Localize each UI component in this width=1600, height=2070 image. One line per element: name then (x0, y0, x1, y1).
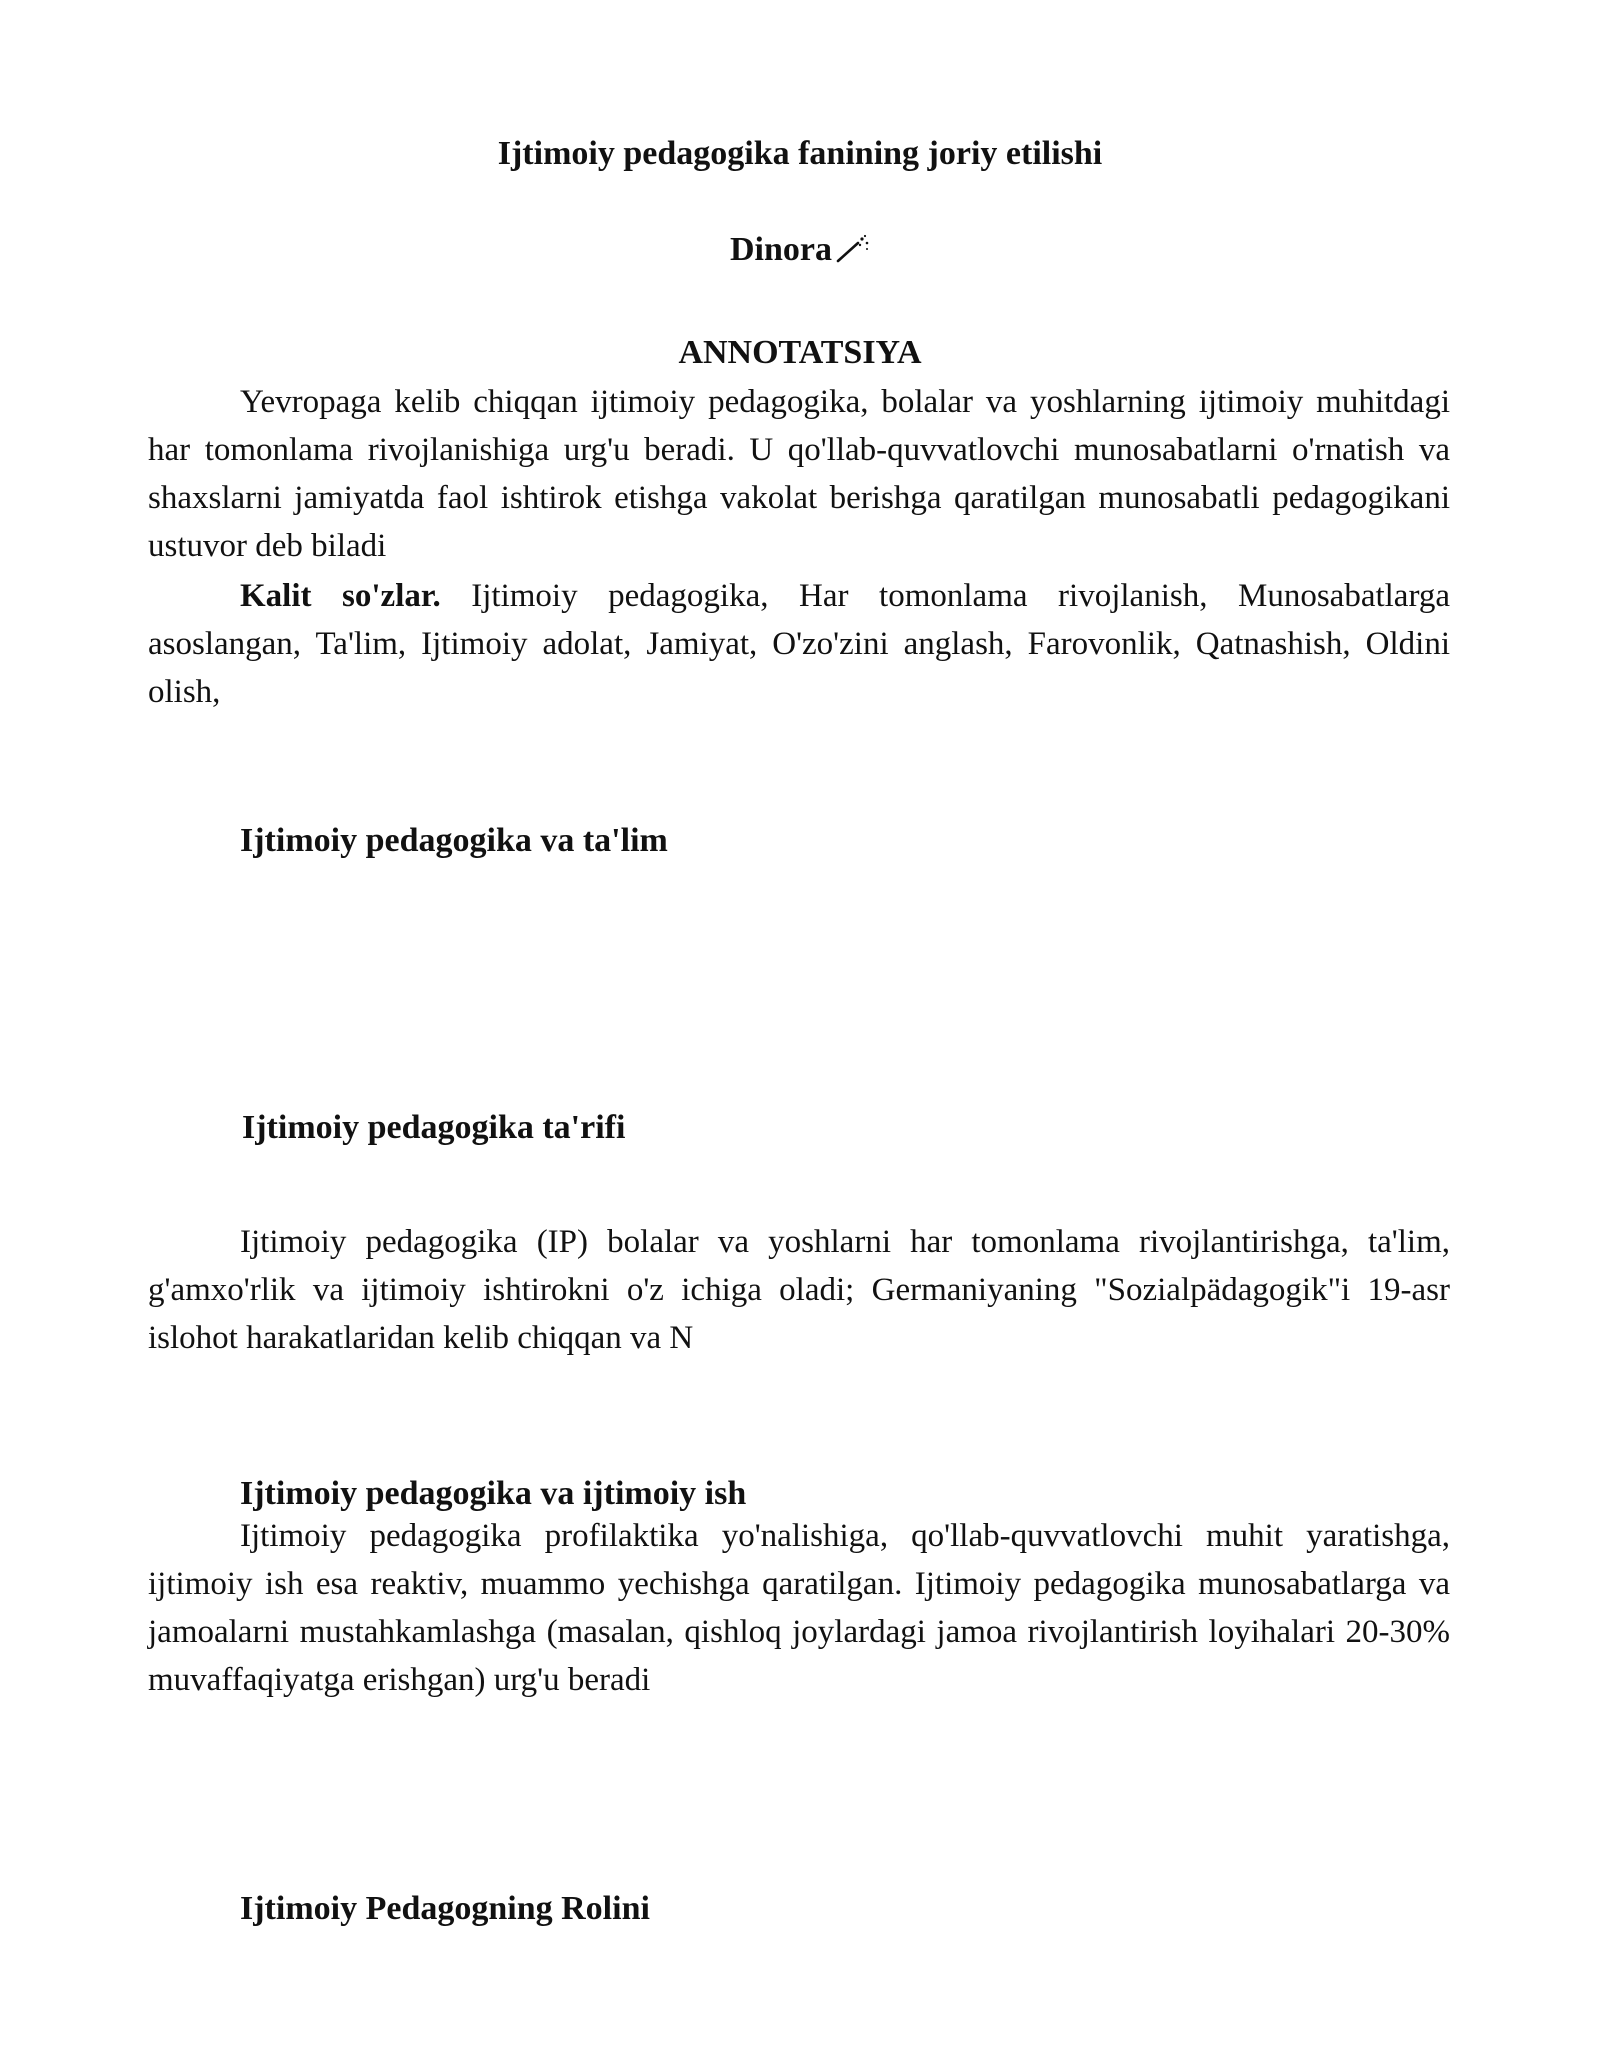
annotation-paragraph: Yevropaga kelib chiqqan ijtimoiy pedagogika, bolalar va yoshlarning ijtimoiy muhitdagi har tomonlama rivojlanishiga urg'u beradi. U qo'llab-quvvatlovchi munosabatlarni o'rnatish va shaxslarni jamiyatda faol ishtirok etishga vakolat berishga qaratilgan munosabatli pedagogikani ustuvor deb biladi (148, 384, 1450, 564)
definition-paragraph: Ijtimoiy pedagogika (IP) bolalar va yoshlarni har tomonlama rivojlantirishga, ta'lim, g'amxo'rlik va ijtimoiy ishtirokni o'z ichiga oladi; Germaniyaning "Sozialpädagogik"i 19-asr islohot harakatlaridan kelib chiqqan va N (148, 1224, 1450, 1356)
annotation-heading: ANNOTATSIYA (678, 334, 922, 371)
keywords-paragraph (148, 572, 1450, 716)
author-line (0, 230, 1600, 270)
section-heading-education: Ijtimoiy pedagogika va ta'lim (240, 822, 668, 859)
author-name: Dinora (730, 231, 832, 268)
keywords-label: Kalit so'zlar. (240, 578, 441, 614)
keywords-text: Ijtimoiy pedagogika, Har tomonlama rivojlanish, Munosabatlarga asoslangan, Ta'lim, Ijtimoiy adolat, Jamiyat, O'zo'zini anglash, Farovonlik, Qatnashish, Oldini olish, (148, 578, 1450, 710)
section-heading-social-work: Ijtimoiy pedagogika va ijtimoiy ish (240, 1475, 747, 1512)
section-heading-pedagogue-role: Ijtimoiy Pedagogning Rolini (240, 1890, 650, 1927)
magic-wand-icon (834, 234, 870, 264)
social-work-paragraph: Ijtimoiy pedagogika profilaktika yo'nalishiga, qo'llab-quvvatlovchi muhit yaratishga, ijtimoiy ish esa reaktiv, muammo yechishga qaratilgan. Ijtimoiy pedagogika munosabatlarga va jamoalarni mustahkamlashga (masalan, qishloq joylardagi jamoa rivojlantirish loyihalari 20-30% muvaffaqiyatga erishgan) urg'u beradi (148, 1518, 1450, 1698)
document-title: Ijtimoiy pedagogika fanining joriy etilishi (497, 135, 1103, 172)
section-heading-definition: Ijtimoiy pedagogika ta'rifi (242, 1109, 626, 1146)
